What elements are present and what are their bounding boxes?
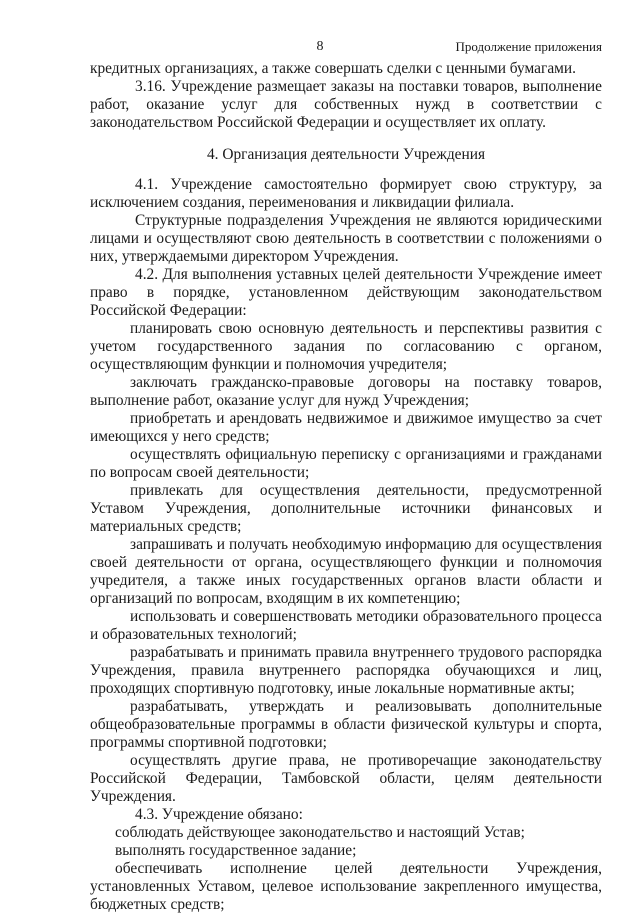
clause-3-16: 3.16. Учреждение размещает заказы на поставки товаров, выполнение работ, оказание услуг для собственных нужд в соответствии с законодательством Российской Федерации и осуществляет их оплату. [90,78,602,131]
paragraph-continuation: кредитных организациях, а также совершать сделки с ценными бумагами. [90,60,576,77]
page-number: 8 [316,39,324,54]
right-item: разрабатывать и принимать правила внутреннего трудового распорядка Учреждения, правила внутреннего распорядка обучающихся и лиц, проходящих спортивную подготовку, иные локальные нормативные акты; [90,644,602,697]
right-item: разрабатывать, утверждать и реализовывать дополнительные общеобразовательные программы в области физической культуры и спорта, программы спортивной подготовки; [90,698,602,751]
paragraph-structural-units: Структурные подразделения Учреждения не являются юридическими лицами и осуществляют свою деятельность в соответствии с положениями о них, утверждаемыми директором Учреждения. [90,212,602,265]
right-item: использовать и совершенствовать методики образовательного процесса и образовательных технологий; [90,608,602,643]
duty-item: обеспечивать исполнение целей деятельности Учреждения, установленных Уставом, целевое использование закрепленного имущества, бюджетных средств; [90,860,602,913]
duty-item: выполнять государственное задание; [115,842,357,859]
right-item: осуществлять официальную переписку с организациями и гражданами по вопросам своей деятельности; [90,446,602,481]
continuation-label: Продолжение приложения [455,39,602,54]
clause-4-1: 4.1. Учреждение самостоятельно формирует свою структуру, за исключением создания, переименования и ликвидации филиала. [90,176,602,211]
right-item: осуществлять другие права, не противоречащие законодательству Российской Федерации, Тамбовской области, целям деятельности Учреждения. [90,752,602,805]
right-item: запрашивать и получать необходимую информацию для осуществления своей деятельности от органа, осуществляющего функции и полномочия учредителя, а также иных государственных органов власти области и организаций по вопросам, входящим в их компетенцию; [90,536,602,607]
document-body [90,60,602,914]
right-item: приобретать и арендовать недвижимое и движимое имущество за счет имеющихся у него средств; [90,410,602,445]
clause-4-2: 4.2. Для выполнения уставных целей деятельности Учреждение имеет право в порядке, установленном действующим законодательством Российской Федерации: [90,266,602,319]
right-item: привлекать для осуществления деятельности, предусмотренной Уставом Учреждения, дополнительные источники финансовых и материальных средств; [90,482,602,535]
section-heading: 4. Организация деятельности Учреждения [206,146,486,163]
duty-item: соблюдать действующее законодательство и настоящий Устав; [115,824,525,841]
right-item: планировать свою основную деятельность и перспективы развития с учетом государственного задания по согласованию с органом, осуществляющим функции и полномочия учредителя; [90,320,602,373]
clause-4-3: 4.3. Учреждение обязано: [135,806,303,823]
right-item: заключать гражданско-правовые договоры на поставку товаров, выполнение работ, оказание услуг для нужд Учреждения; [90,374,602,409]
